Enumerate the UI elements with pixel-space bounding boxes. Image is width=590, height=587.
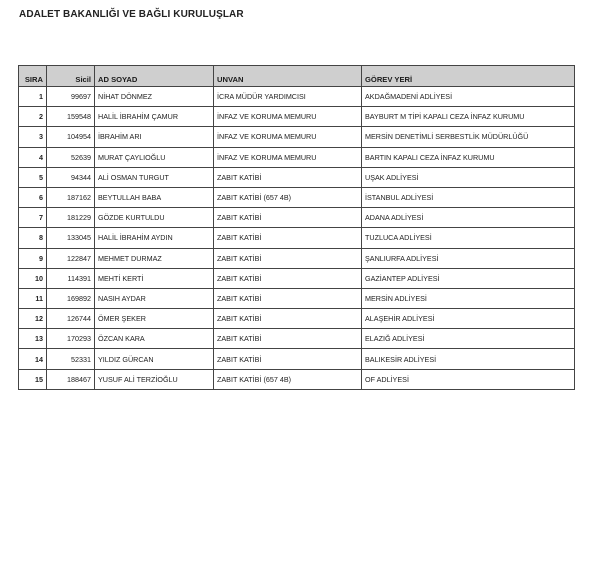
cell-unvan: ZABIT KATİBİ: [214, 349, 362, 369]
cell-ad-soyad: NİHAT DÖNMEZ: [95, 87, 214, 107]
table-row: [19, 248, 575, 268]
table-row: [19, 369, 575, 389]
cell-sicil: 133045: [47, 228, 95, 248]
cell-ad-soyad: MURAT ÇAYLIOĞLU: [95, 147, 214, 167]
cell-ad-soyad: HALİL İBRAHİM ÇAMUR: [95, 107, 214, 127]
table-row: [19, 228, 575, 248]
cell-sicil: 170293: [47, 329, 95, 349]
cell-sira: 2: [19, 107, 47, 127]
cell-sira: 5: [19, 167, 47, 187]
cell-sicil: 181229: [47, 208, 95, 228]
cell-unvan: ZABIT KATİBİ: [214, 167, 362, 187]
cell-gorev-yeri: BAYBURT M TİPİ KAPALI CEZA İNFAZ KURUMU: [362, 107, 575, 127]
table-row: [19, 349, 575, 369]
cell-sira: 6: [19, 187, 47, 207]
cell-sicil: 114391: [47, 268, 95, 288]
table-row: [19, 187, 575, 207]
cell-gorev-yeri: GAZİANTEP ADLİYESİ: [362, 268, 575, 288]
cell-gorev-yeri: BARTIN KAPALI CEZA İNFAZ KURUMU: [362, 147, 575, 167]
cell-sira: 3: [19, 127, 47, 147]
cell-sicil: 94344: [47, 167, 95, 187]
cell-sicil: 104954: [47, 127, 95, 147]
cell-unvan: ZABIT KATİBİ: [214, 268, 362, 288]
cell-gorev-yeri: BALIKESİR ADLİYESİ: [362, 349, 575, 369]
cell-ad-soyad: MEHTİ KERTİ: [95, 268, 214, 288]
cell-sira: 8: [19, 228, 47, 248]
cell-sira: 12: [19, 309, 47, 329]
table-row: [19, 107, 575, 127]
column-header-sira: SIRA: [19, 66, 47, 87]
cell-sira: 10: [19, 268, 47, 288]
cell-sicil: 52639: [47, 147, 95, 167]
table-row: [19, 329, 575, 349]
cell-ad-soyad: ÖZCAN KARA: [95, 329, 214, 349]
column-header-unvan: UNVAN: [214, 66, 362, 87]
table-row: [19, 309, 575, 329]
cell-unvan: İNFAZ VE KORUMA MEMURU: [214, 147, 362, 167]
cell-gorev-yeri: ALAŞEHİR ADLİYESİ: [362, 309, 575, 329]
table-header: [19, 66, 575, 87]
cell-unvan: ZABIT KATİBİ: [214, 309, 362, 329]
table-row: [19, 127, 575, 147]
cell-unvan: ZABIT KATİBİ: [214, 288, 362, 308]
cell-gorev-yeri: ŞANLIURFA ADLİYESİ: [362, 248, 575, 268]
cell-ad-soyad: GÖZDE KURTULDU: [95, 208, 214, 228]
cell-sira: 14: [19, 349, 47, 369]
cell-sicil: 52331: [47, 349, 95, 369]
table-body: [19, 87, 575, 390]
cell-sira: 11: [19, 288, 47, 308]
cell-gorev-yeri: MERSİN ADLİYESİ: [362, 288, 575, 308]
cell-gorev-yeri: ADANA ADLİYESİ: [362, 208, 575, 228]
cell-ad-soyad: YILDIZ GÜRCAN: [95, 349, 214, 369]
column-header-ad-soyad: AD SOYAD: [95, 66, 214, 87]
table-row: [19, 268, 575, 288]
cell-unvan: ZABIT KATİBİ (657 4B): [214, 369, 362, 389]
cell-ad-soyad: ALİ OSMAN TURGUT: [95, 167, 214, 187]
table-row: [19, 87, 575, 107]
cell-gorev-yeri: MERSİN DENETİMLİ SERBESTLİK MÜDÜRLÜĞÜ: [362, 127, 575, 147]
table-row: [19, 167, 575, 187]
cell-ad-soyad: ÖMER ŞEKER: [95, 309, 214, 329]
cell-gorev-yeri: ELAZIĞ ADLİYESİ: [362, 329, 575, 349]
cell-sira: 15: [19, 369, 47, 389]
table-row: [19, 288, 575, 308]
cell-sira: 13: [19, 329, 47, 349]
cell-unvan: İNFAZ VE KORUMA MEMURU: [214, 127, 362, 147]
cell-sicil: 188467: [47, 369, 95, 389]
cell-ad-soyad: MEHMET DURMAZ: [95, 248, 214, 268]
cell-sicil: 169892: [47, 288, 95, 308]
cell-unvan: ZABIT KATİBİ: [214, 248, 362, 268]
personnel-table: [18, 65, 575, 390]
cell-sira: 9: [19, 248, 47, 268]
cell-sicil: 159548: [47, 107, 95, 127]
cell-unvan: İCRA MÜDÜR YARDIMCISI: [214, 87, 362, 107]
cell-sira: 4: [19, 147, 47, 167]
cell-ad-soyad: YUSUF ALİ TERZİOĞLU: [95, 369, 214, 389]
cell-unvan: İNFAZ VE KORUMA MEMURU: [214, 107, 362, 127]
page-title: ADALET BAKANLIĞI VE BAĞLI KURULUŞLAR: [19, 9, 244, 20]
cell-gorev-yeri: İSTANBUL ADLİYESİ: [362, 187, 575, 207]
cell-sira: 1: [19, 87, 47, 107]
column-header-gorev-yeri: GÖREV YERİ: [362, 66, 575, 87]
cell-unvan: ZABIT KATİBİ: [214, 329, 362, 349]
cell-gorev-yeri: UŞAK ADLİYESİ: [362, 167, 575, 187]
cell-sicil: 187162: [47, 187, 95, 207]
cell-ad-soyad: İBRAHİM ARI: [95, 127, 214, 147]
cell-gorev-yeri: OF ADLİYESİ: [362, 369, 575, 389]
cell-sicil: 99697: [47, 87, 95, 107]
table-row: [19, 147, 575, 167]
column-header-sicil: Sicil: [47, 66, 95, 87]
cell-ad-soyad: BEYTULLAH BABA: [95, 187, 214, 207]
cell-sira: 7: [19, 208, 47, 228]
cell-unvan: ZABIT KATİBİ (657 4B): [214, 187, 362, 207]
cell-unvan: ZABIT KATİBİ: [214, 228, 362, 248]
table-row: [19, 208, 575, 228]
cell-unvan: ZABIT KATİBİ: [214, 208, 362, 228]
cell-sicil: 122847: [47, 248, 95, 268]
table-header-row: [19, 66, 575, 87]
cell-sicil: 126744: [47, 309, 95, 329]
cell-gorev-yeri: TUZLUCA ADLİYESİ: [362, 228, 575, 248]
cell-gorev-yeri: AKDAĞMADENİ ADLİYESİ: [362, 87, 575, 107]
cell-ad-soyad: HALİL İBRAHİM AYDIN: [95, 228, 214, 248]
cell-ad-soyad: NASIH AYDAR: [95, 288, 214, 308]
